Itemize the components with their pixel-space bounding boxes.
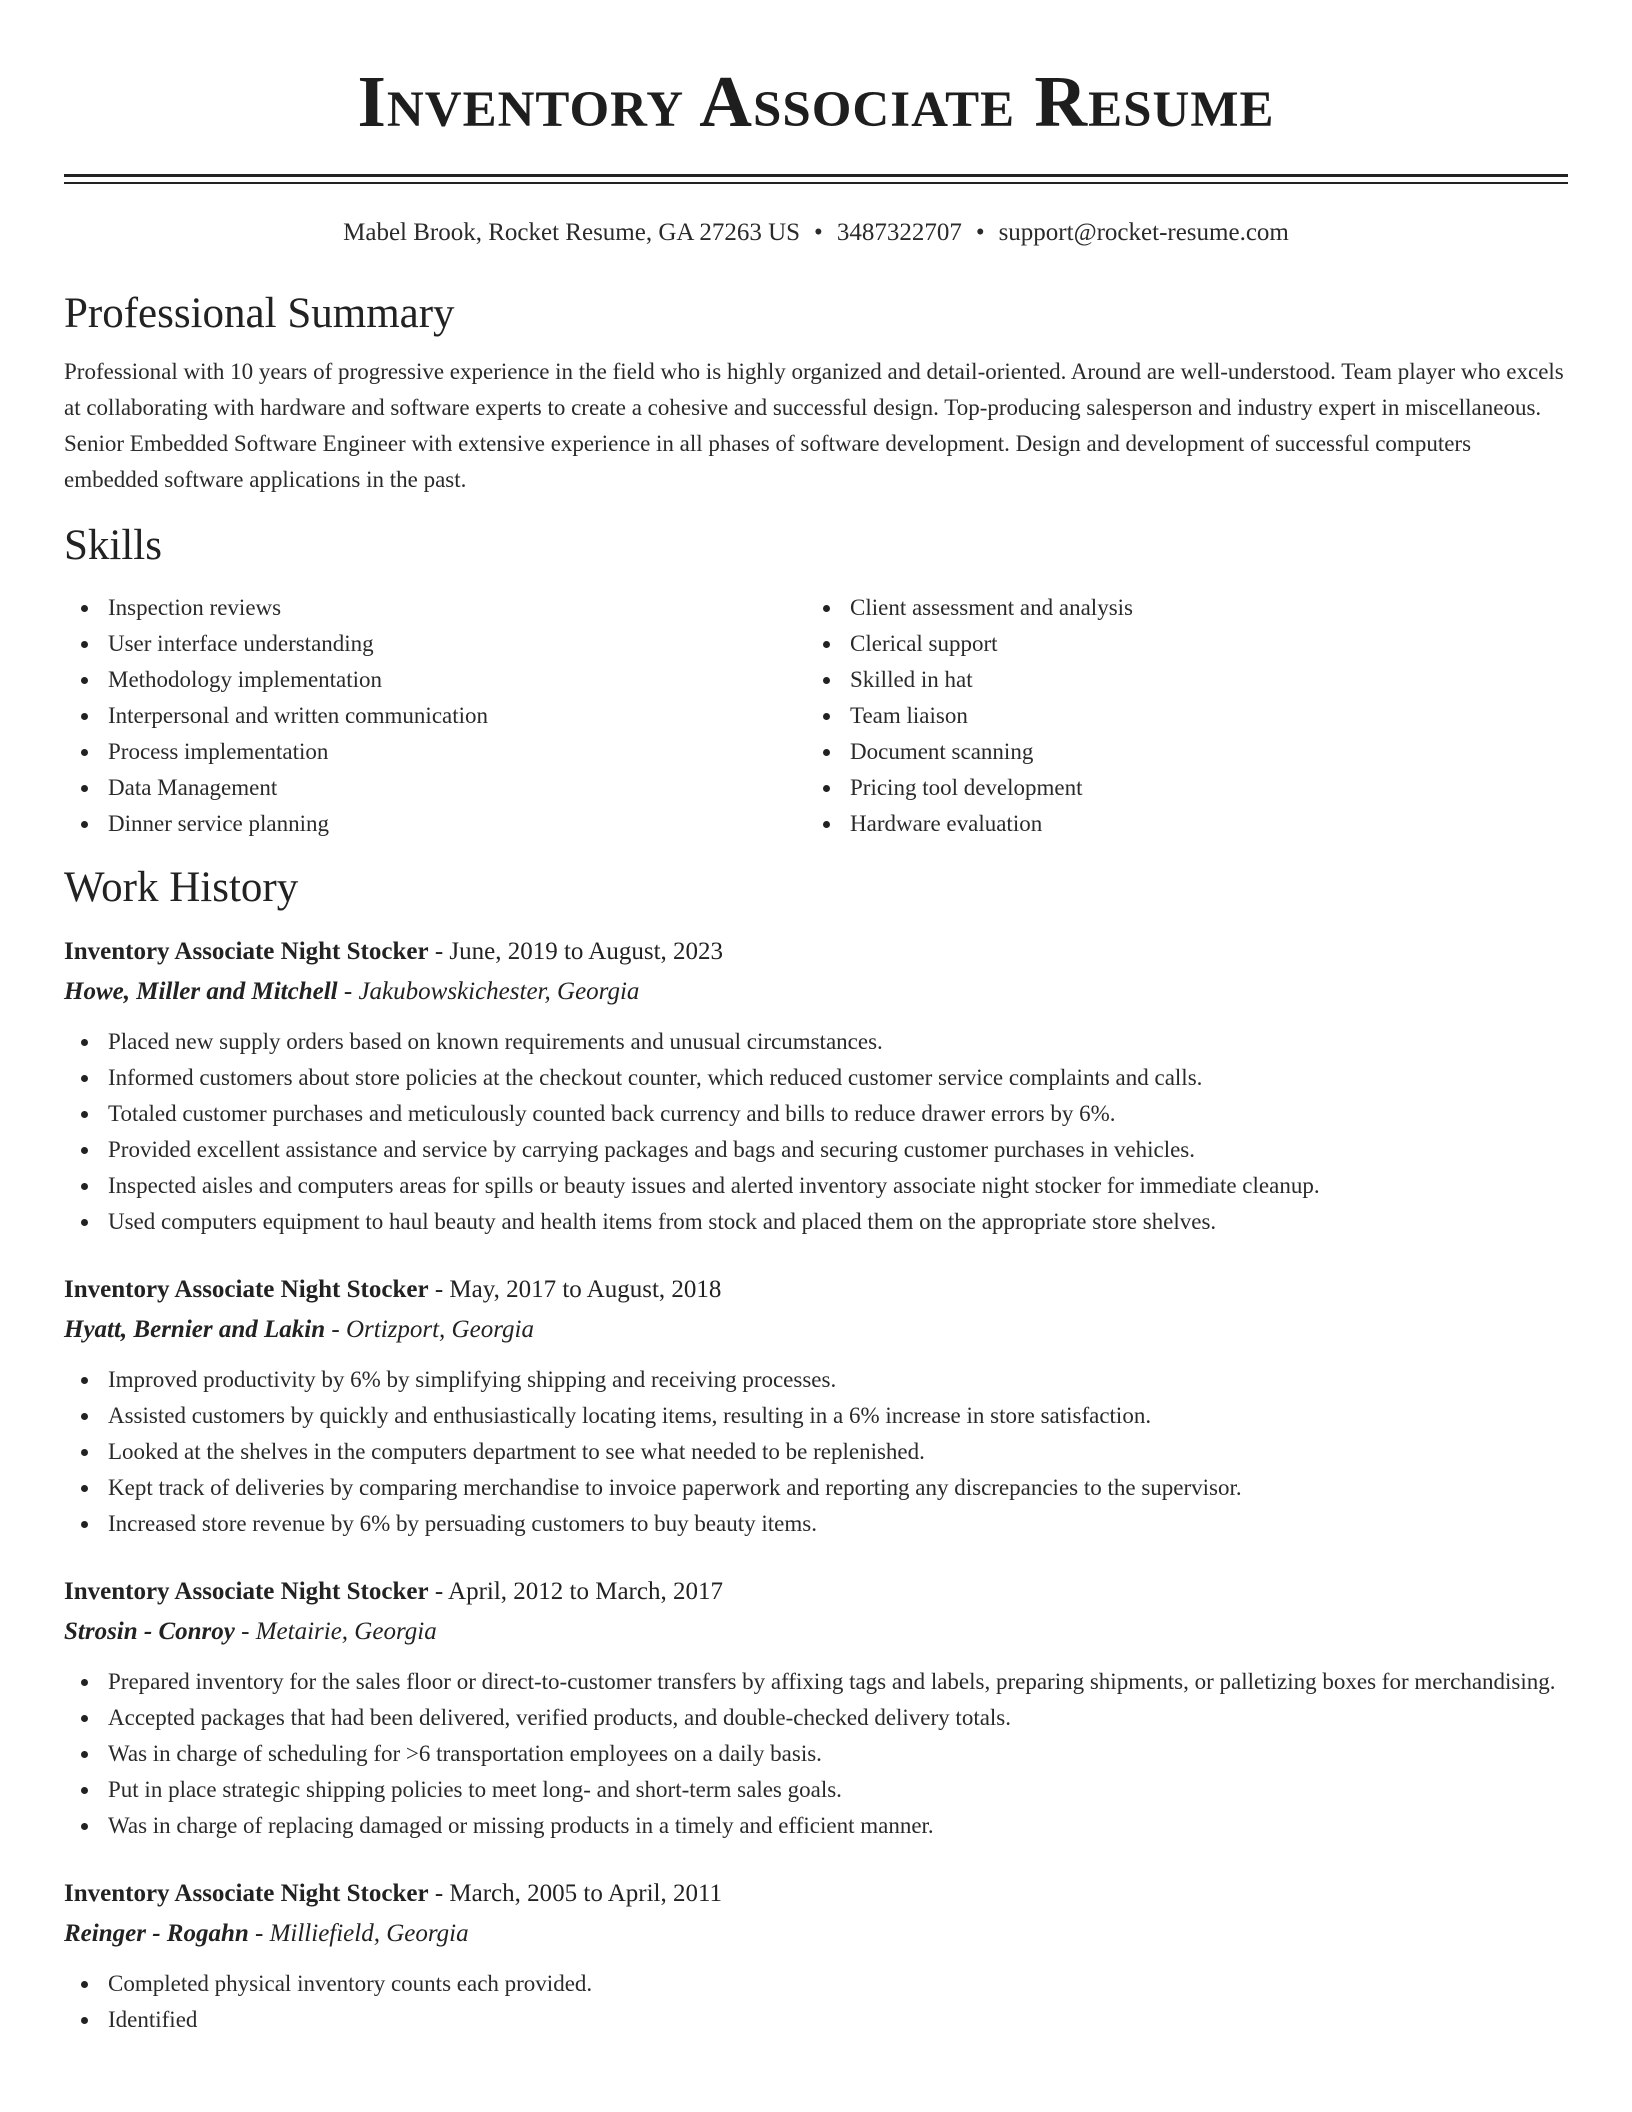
skill-item: Team liaison — [806, 698, 1548, 734]
job-title: Inventory Associate Night Stocker — [64, 1880, 429, 1907]
job-location: - Milliefield, Georgia — [248, 1920, 469, 1947]
skills-column-left — [64, 590, 806, 842]
duty-item: Looked at the shelves in the computers department to see what needed to be replenished. — [64, 1434, 1568, 1470]
job-duties — [64, 1362, 1568, 1542]
duty-item: Completed physical inventory counts each provided. — [64, 1966, 1568, 2002]
job-entry — [64, 1572, 1568, 1844]
work-history-heading: Work History — [64, 864, 299, 911]
job-title-line — [64, 1270, 1568, 1310]
job-title: Inventory Associate Night Stocker — [64, 938, 429, 965]
job-duties — [64, 1024, 1568, 1240]
skill-item: Process implementation — [64, 734, 806, 770]
job-dates: - May, 2017 to August, 2018 — [428, 1276, 722, 1303]
skills-heading: Skills — [64, 522, 162, 569]
skill-item: Dinner service planning — [64, 806, 806, 842]
duty-item: Prepared inventory for the sales floor or direct-to-customer transfers by affixing tags and labels, preparing shipments, or palletizing boxes for merchandising. — [64, 1664, 1568, 1700]
duty-item: Provided excellent assistance and service by carrying packages and bags and securing customer purchases in vehicles. — [64, 1132, 1568, 1168]
title-divider-thick — [64, 174, 1568, 177]
job-entry — [64, 1270, 1568, 1542]
contact-line — [64, 216, 1568, 250]
job-company-line — [64, 1914, 1568, 1954]
contact-separator: • — [814, 219, 823, 246]
contact-phone: 3487322707 — [836, 219, 962, 246]
skill-item: Data Management — [64, 770, 806, 806]
skill-item: Interpersonal and written communication — [64, 698, 806, 734]
job-duties — [64, 1966, 1568, 2038]
job-location: - Metairie, Georgia — [234, 1618, 437, 1645]
duty-item: Assisted customers by quickly and enthusiastically locating items, resulting in a 6% increase in store satisfaction. — [64, 1398, 1568, 1434]
job-title-line — [64, 1874, 1568, 1914]
skill-item: User interface understanding — [64, 626, 806, 662]
duty-item: Improved productivity by 6% by simplifying shipping and receiving processes. — [64, 1362, 1568, 1398]
duty-item: Accepted packages that had been delivered, verified products, and double-checked delivery totals. — [64, 1700, 1568, 1736]
skill-item: Inspection reviews — [64, 590, 806, 626]
duty-item: Placed new supply orders based on known requirements and unusual circumstances. — [64, 1024, 1568, 1060]
skill-item: Methodology implementation — [64, 662, 806, 698]
job-company-line — [64, 1310, 1568, 1350]
job-title: Inventory Associate Night Stocker — [64, 1578, 429, 1605]
resume-title: Inventory Associate Resume — [357, 61, 1275, 142]
job-company: Hyatt, Bernier and Lakin — [64, 1316, 326, 1343]
skill-item: Client assessment and analysis — [806, 590, 1548, 626]
duty-item: Increased store revenue by 6% by persuading customers to buy beauty items. — [64, 1506, 1568, 1542]
job-company-line — [64, 1612, 1568, 1652]
duty-item: Informed customers about store policies at the checkout counter, which reduced customer service complaints and calls. — [64, 1060, 1568, 1096]
title-divider-thin — [64, 182, 1568, 184]
duty-item: Was in charge of replacing damaged or missing products in a timely and efficient manner. — [64, 1808, 1568, 1844]
duty-item: Was in charge of scheduling for >6 transportation employees on a daily basis. — [64, 1736, 1568, 1772]
skill-item: Skilled in hat — [806, 662, 1548, 698]
contact-address: Mabel Brook, Rocket Resume, GA 27263 US — [343, 219, 801, 246]
job-company: Reinger - Rogahn — [64, 1920, 249, 1947]
duty-item: Identified — [64, 2002, 1568, 2038]
job-location: - Ortizport, Georgia — [325, 1316, 534, 1343]
duty-item: Used computers equipment to haul beauty and health items from stock and placed them on the appropriate store shelves. — [64, 1204, 1568, 1240]
duty-item: Put in place strategic shipping policies to meet long- and short-term sales goals. — [64, 1772, 1568, 1808]
job-location: - Jakubowskichester, Georgia — [337, 978, 640, 1005]
job-dates: - June, 2019 to August, 2023 — [428, 938, 724, 965]
skills-column-right — [806, 590, 1548, 842]
job-dates: - March, 2005 to April, 2011 — [428, 1880, 723, 1907]
duty-item: Totaled customer purchases and meticulously counted back currency and bills to reduce drawer errors by 6%. — [64, 1096, 1568, 1132]
job-company: Strosin - Conroy — [64, 1618, 235, 1645]
job-duties — [64, 1664, 1568, 1844]
skill-item: Hardware evaluation — [806, 806, 1548, 842]
summary-text: Professional with 10 years of progressive experience in the field who is highly organized and detail-oriented. Around are well-understood. Team player who excels at collaborating with hardware and software experts to create a cohesive and successful design. Top-producing salesperson and industry expert in miscellaneous. Senior Embedded Software Engineer with extensive experience in all phases of software development. Design and development of successful computers embedded software applications in the past. — [64, 359, 1564, 492]
contact-separator: • — [975, 219, 985, 246]
job-company: Howe, Miller and Mitchell — [64, 978, 338, 1005]
skills-list — [64, 590, 1568, 842]
duty-item: Inspected aisles and computers areas for spills or beauty issues and alerted inventory associate night stocker for immediate cleanup. — [64, 1168, 1568, 1204]
duty-item: Kept track of deliveries by comparing merchandise to invoice paperwork and reporting any discrepancies to the supervisor. — [64, 1470, 1568, 1506]
job-dates: - April, 2012 to March, 2017 — [428, 1578, 723, 1605]
skill-item: Pricing tool development — [806, 770, 1548, 806]
job-title-line — [64, 932, 1568, 972]
job-entry — [64, 1874, 1568, 2038]
contact-email: support@rocket-resume.com — [998, 219, 1289, 246]
job-title-line — [64, 1572, 1568, 1612]
job-entry — [64, 932, 1568, 1240]
summary-heading: Professional Summary — [64, 290, 455, 337]
job-company-line — [64, 972, 1568, 1012]
job-title: Inventory Associate Night Stocker — [64, 1276, 429, 1303]
skill-item: Clerical support — [806, 626, 1548, 662]
skill-item: Document scanning — [806, 734, 1548, 770]
